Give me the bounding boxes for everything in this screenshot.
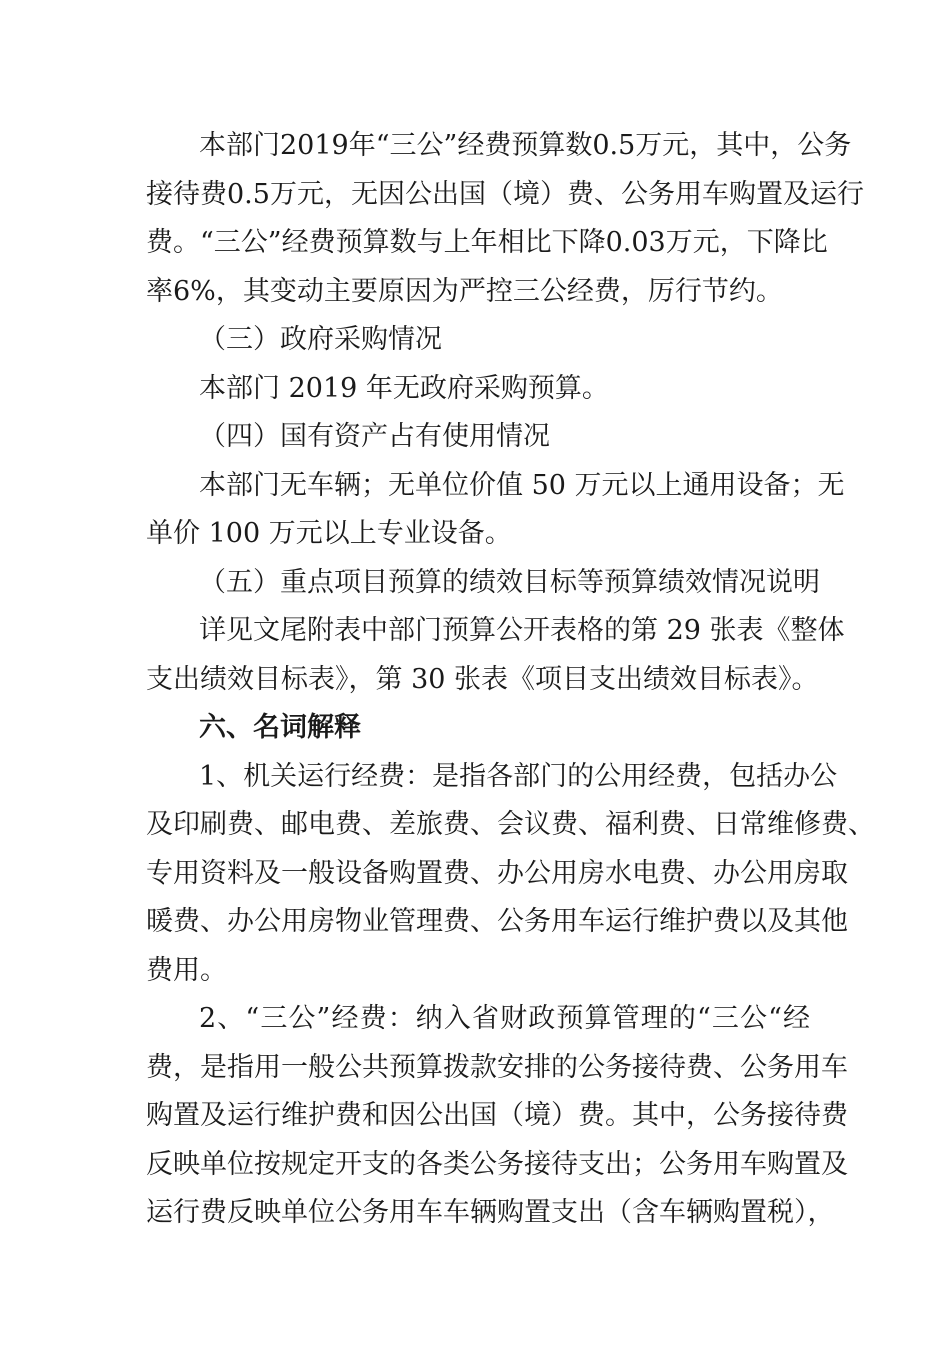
paragraph-line: 费。“三公”经费预算数与上年相比下降0.03万元，下降比 xyxy=(146,227,828,258)
paragraph-line: 购置及运行维护费和因公出国（境）费。其中，公务接待费 xyxy=(146,1100,848,1131)
paragraph-line: 反映单位按规定开支的各类公务接待支出；公务用车购置及 xyxy=(146,1148,848,1180)
paragraph-line: 暖费、办公用房物业管理费、公务用车运行维护费以及其他 xyxy=(146,906,848,937)
paragraph-line: 详见文尾附表中部门预算公开表格的第 29 张表《整体 xyxy=(199,615,845,646)
document-body xyxy=(146,122,875,1238)
section-heading-assets: （四）国有资产占有使用情况 xyxy=(199,421,550,452)
section-heading-performance: （五）重点项目预算的绩效目标等预算绩效情况说明 xyxy=(199,566,820,598)
paragraph-line: 费用。 xyxy=(146,954,227,986)
paragraph-line: 接待费0.5万元，无因公出国（境）费、公务用车购置及运行 xyxy=(146,178,864,210)
paragraph-line: 费，是指用一般公共预算拨款安排的公务接待费、公务用车 xyxy=(146,1051,848,1083)
section-heading-procurement: （三）政府采购情况 xyxy=(199,324,442,355)
paragraph-line: 1、机关运行经费：是指各部门的公用经费，包括办公 xyxy=(199,760,838,792)
paragraph-line: 专用资料及一般设备购置费、办公用房水电费、办公用房取 xyxy=(146,857,848,889)
paragraph-line: 本部门 2019 年无政府采购预算。 xyxy=(199,372,609,404)
paragraph-line: 2、“三公”经费：纳入省财政预算管理的“三公“经 xyxy=(199,1003,810,1034)
paragraph-line: 单价 100 万元以上专业设备。 xyxy=(146,518,512,549)
paragraph-line: 率6%，其变动主要原因为严控三公经费，厉行节约。 xyxy=(146,275,783,307)
paragraph-line: 运行费反映单位公务用车车辆购置支出（含车辆购置税）， xyxy=(146,1197,835,1228)
paragraph-line: 本部门2019年“三公”经费预算数0.5万元，其中，公务 xyxy=(199,130,852,161)
section-heading-glossary: 六、名词解释 xyxy=(199,712,361,743)
paragraph-line: 及印刷费、邮电费、差旅费、会议费、福利费、日常维修费、 xyxy=(146,809,875,840)
paragraph-line: 本部门无车辆；无单位价值 50 万元以上通用设备；无 xyxy=(199,469,845,501)
paragraph-line: 支出绩效目标表》，第 30 张表《项目支出绩效目标表》。 xyxy=(146,663,819,695)
